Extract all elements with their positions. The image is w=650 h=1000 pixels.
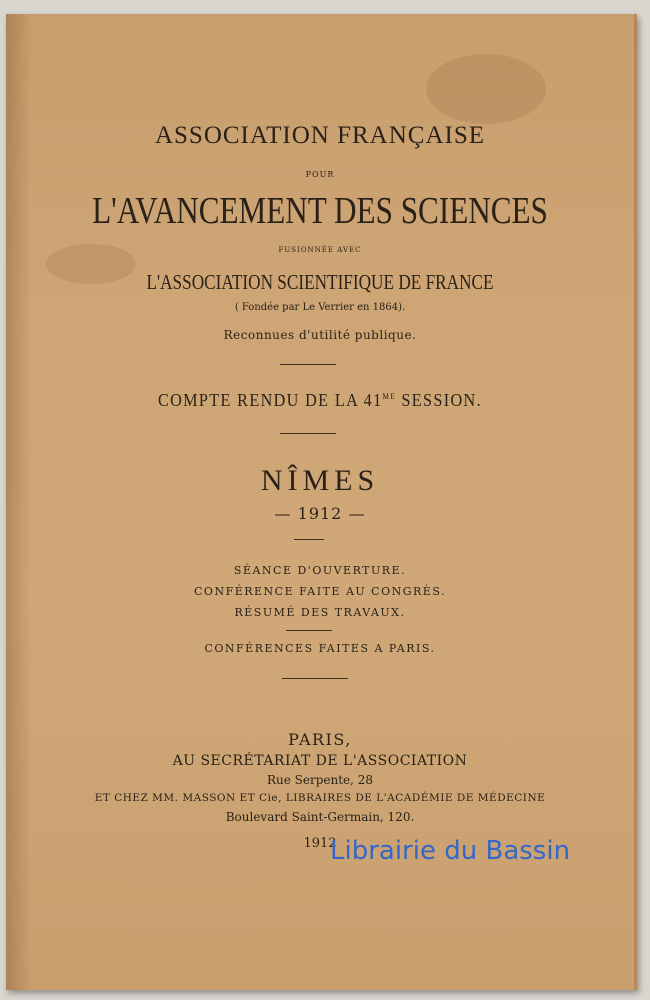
session-heading: COMPTE RENDU DE LA $41^{ME}$ SESSION. bbox=[157, 390, 483, 410]
paper-stain bbox=[426, 54, 546, 124]
publication-year: 1912 bbox=[303, 836, 337, 851]
city-title: NÎMES bbox=[260, 464, 380, 497]
session-year: — 1912 — bbox=[274, 504, 366, 523]
public-utility-note: Reconnues d'utilité publique. bbox=[223, 328, 417, 342]
publisher-street: Rue Serpente, 28 bbox=[266, 773, 374, 787]
bookseller-watermark: Librairie du Bassin bbox=[330, 836, 571, 866]
founded-note: ( Fondée par Le Verrier en 1864). bbox=[234, 302, 406, 313]
title-avancement: L'AVANCEMENT DES SCIENCES bbox=[92, 190, 548, 232]
title-pour: POUR bbox=[305, 170, 335, 179]
publisher-boulevard: Boulevard Saint-Germain, 120. bbox=[225, 810, 415, 824]
divider bbox=[282, 678, 348, 679]
publisher-city: PARIS, bbox=[288, 730, 352, 749]
title-fusionnee: FUSIONNÉE AVEC bbox=[278, 246, 362, 254]
publisher-secretariat: AU SECRÉTARIAT DE L'ASSOCIATION bbox=[172, 753, 468, 769]
contents-item: SÉANCE D'OUVERTURE. bbox=[233, 564, 407, 577]
contents-item: CONFÉRENCES FAITES A PARIS. bbox=[204, 642, 436, 655]
contents-item: RÉSUMÉ DES TRAVAUX. bbox=[234, 606, 406, 619]
contents-item: CONFÉRENCE FAITE AU CONGRÈS. bbox=[194, 585, 446, 598]
divider bbox=[280, 433, 336, 434]
title-association: ASSOCIATION FRANÇAISE bbox=[154, 122, 486, 149]
divider bbox=[280, 364, 336, 365]
publisher-masson: ET CHEZ MM. MASSON ET Cie, LIBRAIRES DE L'ACADÉMIE DE MÉDECINE bbox=[94, 792, 546, 804]
divider bbox=[294, 539, 324, 540]
title-scientifique: L'ASSOCIATION SCIENTIFIQUE DE FRANCE bbox=[146, 270, 494, 294]
divider bbox=[286, 630, 332, 631]
